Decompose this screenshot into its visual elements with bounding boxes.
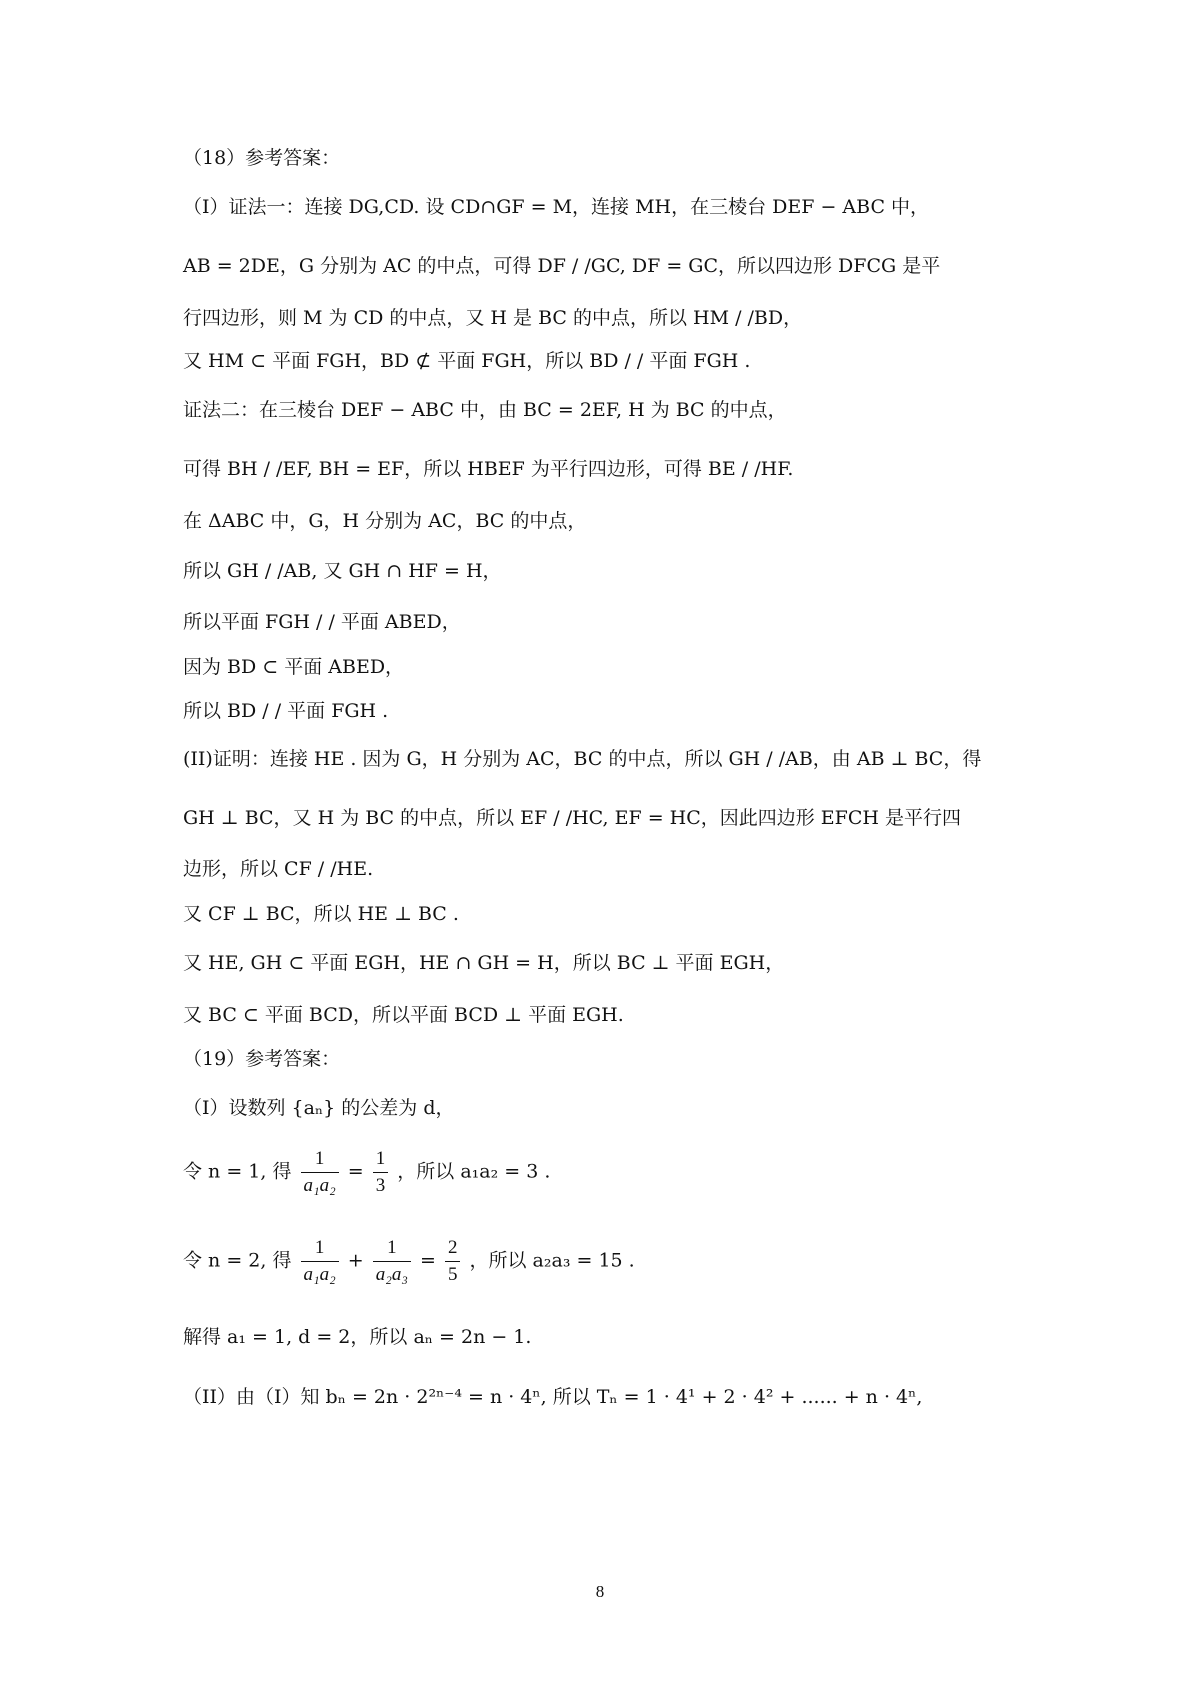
proof-1-line-1: （I）证法一：连接 DG,CD. 设 CD∩GF = M，连接 MH，在三棱台 DEF − ABC 中， [183, 196, 930, 218]
sequence-definition: （I）设数列 {aₙ} 的公差为 d， [183, 1097, 455, 1119]
proof-2-line-6: 因为 BD ⊂ 平面 ABED， [183, 656, 405, 678]
part-2-line-2: GH ⊥ BC，又 H 为 BC 的中点，所以 EF / /HC, EF = HC，因此四边形 EFCH 是平行四 [183, 807, 962, 829]
part-2-line-4: 又 CF ⊥ BC，所以 HE ⊥ BC . [183, 903, 459, 925]
eq1-equals: = [347, 1160, 364, 1183]
proof-1-line-3: 行四边形，则 M 为 CD 的中点，又 H 是 BC 的中点，所以 HM / /BD， [183, 307, 803, 329]
part-2-sum-line: （II）由（I）知 bₙ = 2n · 2²ⁿ⁻⁴ = n · 4ⁿ, 所以 Tₙ = 1 · 4¹ + 2 · 4² + ...... + n · 4ⁿ, [183, 1386, 923, 1408]
part-2-line-5: 又 HE, GH ⊂ 平面 EGH，HE ∩ GH = H，所以 BC ⊥ 平面 EGH， [183, 952, 785, 974]
proof-2-line-5: 所以平面 FGH / / 平面 ABED， [183, 611, 461, 633]
proof-1-line-2: AB = 2DE，G 分别为 AC 的中点，可得 DF / /GC, DF = GC，所以四边形 DFCG 是平 [183, 255, 941, 277]
part-2-line-3: 边形，所以 CF / /HE. [183, 858, 374, 880]
eq1-suffix: ，所以 a₁a₂ = 3 . [397, 1160, 551, 1183]
eq2-fraction-2: $\frac{1}{\text{a₂a₃}}$ [373, 1235, 411, 1288]
page-number: 8 [595, 1582, 605, 1601]
equation-n1 [183, 1146, 550, 1199]
eq2-result-fraction: $\frac{2}{5}$ [445, 1235, 461, 1288]
proof-2-line-4: 所以 GH / /AB, 又 GH ∩ HF = H， [183, 560, 502, 582]
part-2-line-6: 又 BC ⊂ 平面 BCD，所以平面 BCD ⊥ 平面 EGH. [183, 1004, 624, 1026]
eq2-equals: = [420, 1249, 436, 1272]
eq1-fraction: $\frac{1}{\text{a₁a₂}}$ [301, 1146, 339, 1199]
section-19-heading: （19）参考答案： [183, 1048, 341, 1070]
proof-2-line-7: 所以 BD / / 平面 FGH . [183, 700, 389, 722]
proof-2-line-2: 可得 BH / /EF, BH = EF，所以 HBEF 为平行四边形，可得 BE / /HF. [183, 458, 794, 480]
eq2-plus: + [347, 1249, 364, 1272]
eq2-prefix: 令 n = 2, 得 [183, 1249, 292, 1272]
part-2-line-1: (II)证明：连接 HE . 因为 G，H 分别为 AC，BC 的中点，所以 GH / /AB，由 AB ⊥ BC，得 [183, 748, 982, 770]
eq2-suffix: ，所以 a₂a₃ = 15 . [469, 1249, 635, 1272]
eq1-result-fraction: $\frac{1}{3}$ [373, 1146, 389, 1199]
section-18-heading: （18）参考答案： [183, 147, 341, 169]
eq1-prefix: 令 n = 1, 得 [183, 1160, 292, 1183]
eq2-fraction-1: $\frac{1}{\text{a₁a₂}}$ [301, 1235, 339, 1288]
proof-2-line-1: 证法二：在三棱台 DEF − ABC 中，由 BC = 2EF, H 为 BC 的中点， [183, 399, 787, 421]
proof-2-line-3: 在 ΔABC 中，G，H 分别为 AC，BC 的中点， [183, 510, 587, 532]
equation-n2 [183, 1235, 635, 1288]
solution-line: 解得 a₁ = 1, d = 2，所以 aₙ = 2n − 1. [183, 1326, 532, 1348]
proof-1-line-4: 又 HM ⊂ 平面 FGH，BD ⊄ 平面 FGH，所以 BD / / 平面 FGH . [183, 350, 751, 372]
